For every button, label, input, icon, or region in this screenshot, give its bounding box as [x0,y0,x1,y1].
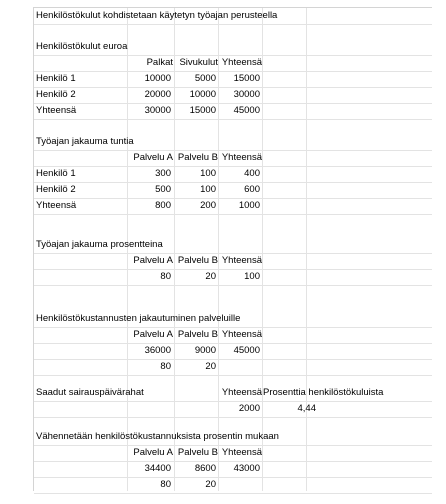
table-row [34,166,432,183]
value-cell[interactable]: 34400 [144,463,171,474]
percent-cell[interactable]: 80 [160,361,171,372]
column-header[interactable]: Prosenttia henkilöstökuluista [263,387,384,398]
value-cell[interactable]: 8600 [194,463,216,474]
value-cell[interactable]: 200 [200,200,216,211]
section-heading[interactable]: Henkilöstökulut euroa [36,41,128,52]
section-heading[interactable]: Työajan jakauma prosentteina [36,239,163,250]
value-cell[interactable]: 100 [200,184,216,195]
percent-cell[interactable]: 20 [205,361,216,372]
column-header[interactable]: Palvelu A [133,152,173,163]
column-header[interactable]: Yhteensä [221,387,262,398]
value-cell[interactable]: 15000 [233,73,260,84]
table-row [34,461,432,478]
value-cell[interactable]: 10000 [144,73,171,84]
column-header[interactable]: Palvelu B [177,329,218,340]
row-label[interactable]: Henkilö 1 [36,168,76,179]
percent-cell[interactable]: 80 [160,479,171,490]
row-label[interactable]: Henkilö 1 [36,73,76,84]
value-cell[interactable]: 100 [244,271,260,282]
value-cell[interactable]: 20000 [144,89,171,100]
header-row [34,150,432,167]
header-row [34,445,432,462]
value-cell[interactable]: 10000 [189,89,216,100]
sheet-row [34,237,432,254]
value-cell[interactable]: 43000 [233,463,260,474]
table-row [34,182,432,199]
header-row [34,253,432,270]
value-cell[interactable]: 80 [160,271,171,282]
value-cell[interactable]: 500 [155,184,171,195]
value-cell[interactable]: 45000 [233,105,260,116]
table-row [34,103,432,120]
value-cell[interactable]: 300 [155,168,171,179]
column-header[interactable]: Palvelu B [177,255,218,266]
value-cell[interactable]: 4,44 [297,403,316,414]
table-row [34,198,432,215]
row-label[interactable]: Henkilö 2 [36,89,76,100]
value-cell[interactable]: 5000 [194,73,216,84]
column-header[interactable]: Palvelu A [133,255,173,266]
column-header[interactable]: Sivukulut [179,57,218,68]
percent-cell[interactable]: 20 [205,479,216,490]
section-heading[interactable]: Saadut sairauspäivärahat [36,387,144,398]
table-row [34,401,432,418]
value-cell[interactable]: 400 [244,168,260,179]
section-heading[interactable]: Työajan jakauma tuntia [36,136,134,147]
table-row [34,87,432,104]
value-cell[interactable]: 100 [200,168,216,179]
value-cell[interactable]: 800 [155,200,171,211]
column-header[interactable]: Yhteensä [221,57,262,68]
table-row [34,359,432,376]
column-header[interactable]: Yhteensä [221,152,262,163]
table-row [34,269,432,286]
sheet-row [34,8,432,25]
value-cell[interactable]: 30000 [233,89,260,100]
spreadsheet-grid[interactable] [33,7,432,491]
value-cell[interactable]: 9000 [194,345,216,356]
table-row [34,477,432,494]
value-cell[interactable]: 36000 [144,345,171,356]
column-header[interactable]: Yhteensä [221,329,262,340]
value-cell[interactable]: 15000 [189,105,216,116]
row-label[interactable]: Yhteensä [36,200,77,211]
value-cell[interactable]: 2000 [238,403,260,414]
sheet-row [34,311,432,328]
header-row [34,385,432,402]
sheet-row [34,39,432,56]
column-header[interactable]: Yhteensä [221,255,262,266]
row-label[interactable]: Yhteensä [36,105,77,116]
sheet-row [34,134,432,151]
column-header[interactable]: Palvelu A [133,447,173,458]
value-cell[interactable]: 1000 [238,200,260,211]
value-cell[interactable]: 45000 [233,345,260,356]
header-row [34,327,432,344]
section-heading[interactable]: Vähennetään henkilöstökustannuksista prosentin mukaan [36,431,279,442]
value-cell[interactable]: 30000 [144,105,171,116]
table-row [34,71,432,88]
column-header[interactable]: Palvelu B [177,152,218,163]
sheet-row [34,429,432,446]
value-cell[interactable]: 600 [244,184,260,195]
section-heading[interactable]: Henkilöstökustannusten jakautuminen palveluille [36,313,241,324]
header-row [34,55,432,72]
row-label[interactable]: Henkilö 2 [36,184,76,195]
table-row [34,343,432,360]
column-header[interactable]: Palkat [146,57,173,68]
column-header[interactable]: Yhteensä [221,447,262,458]
column-header[interactable]: Palvelu A [133,329,173,340]
value-cell[interactable]: 20 [205,271,216,282]
column-header[interactable]: Palvelu B [177,447,218,458]
sheet-title[interactable]: Henkilöstökulut kohdistetaan käytetyn työajan perusteella [36,10,278,21]
